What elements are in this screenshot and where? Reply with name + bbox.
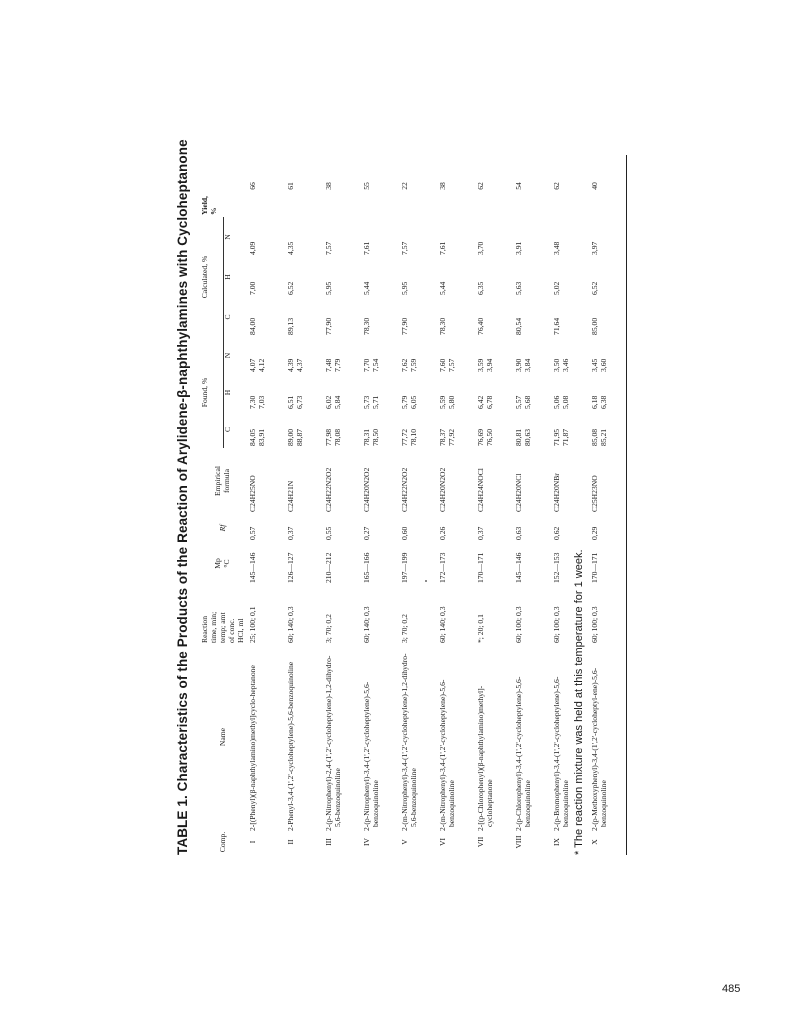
cell-found-h-value: 6,78 [484, 395, 494, 409]
cell-found-n-value: 7,62 [399, 358, 409, 372]
cell-mp: 170—171 [588, 542, 627, 585]
cell-reaction: 60; 100; 0,3 [513, 606, 523, 643]
cell-comp: IV [361, 838, 371, 847]
cell-found-h [474, 374, 512, 411]
cell-found-c-value: 85,08 [589, 428, 599, 446]
cell-found-c-value: 80,81 [513, 428, 523, 446]
table-row [588, 155, 627, 855]
cell-found-n-value: 7,57 [446, 358, 456, 372]
header-reaction-line: Reaction [200, 616, 209, 643]
cell-found-c-value: 76,69 [475, 428, 485, 446]
cell-calc-n: 3,70 [475, 241, 485, 255]
cell-name: 2-Phenyl-3,4-(1',2'-cycloheptylene)-5,6-benzoquinoline [285, 661, 295, 831]
cell-mp: 145—146 [247, 552, 257, 583]
cell-found-c-value: 71,87 [560, 428, 570, 446]
cell-name: 2-[(p-Chlorophenyl)(β-naphthylamino)methyl]-cycloheptanone [475, 685, 494, 831]
header-reaction-line: time, min; [208, 611, 218, 643]
cell-rf: 0,63 [513, 526, 523, 540]
cell-calc-c: 71,64 [551, 317, 561, 335]
cell-found-h-value: 6,18 [589, 395, 599, 409]
cell-found-n-value: 3,90 [513, 358, 523, 372]
cell-reaction: 60; 100; 0,3 [551, 606, 561, 643]
cell-found-n [360, 337, 398, 374]
cell-found-n-value: 7,59 [408, 358, 418, 372]
cell-found-c-value: 89,00 [285, 428, 295, 446]
header-rf-text: Rf [217, 524, 227, 532]
cell-formula: C24H20N2O2 [361, 467, 371, 512]
header-comp: Comp. [217, 831, 227, 853]
cell-found-n [588, 337, 627, 374]
cell-comp: I [247, 840, 257, 844]
scan-speck [425, 580, 427, 582]
cell-found-c [246, 411, 284, 448]
cell-calc-n: 4,09 [247, 241, 257, 255]
cell-found-n [436, 337, 474, 374]
cell-comp: VII [475, 836, 485, 848]
header-found-n: N [222, 352, 232, 359]
cell-found-n-value: 3,46 [560, 358, 570, 372]
table-row [246, 155, 284, 855]
cell-found-c-value: 78,50 [370, 428, 380, 446]
cell-formula: C25H23NO [588, 448, 627, 514]
cell-found-h-value: 5,57 [513, 395, 523, 409]
cell-found-n [474, 337, 512, 374]
cell-found-h-value: 6,02 [323, 395, 333, 409]
cell-found-c-value: 78,10 [408, 428, 418, 446]
cell-calc-n: 7,61 [437, 241, 447, 255]
cell-rf: 0,57 [247, 526, 257, 540]
cell-found-n-value: 3,59 [475, 358, 485, 372]
cell-found-c-value: 84,05 [247, 428, 257, 446]
cell-calc-h: 5,63 [513, 281, 523, 295]
cell-mp: 145—146 [513, 552, 523, 583]
cell-found-n-value: 4,39 [285, 358, 295, 372]
cell-found-n [398, 337, 436, 374]
cell-found-n-value: 3,50 [551, 358, 561, 372]
cell-calc-c: 76,40 [475, 317, 485, 335]
cell-name: 2-[(Phenyl)(β-naphthylamino)methyl]cyclo-heptanone [247, 665, 257, 831]
cell-found-h-value: 6,05 [408, 395, 418, 409]
cell-calc-h: 5,44 [361, 281, 371, 295]
cell-calc-c: 80,54 [513, 317, 523, 335]
header-yield-line: Yield, [200, 196, 209, 215]
cell-calc-h: 6,52 [588, 257, 627, 297]
cell-formula: C24H22N2O2 [323, 467, 333, 512]
cell-name: 2-(p-Methoxyphenyl)-3,4-(1',2'-cycloheptyl-ene)-5,6-benzoquinoline [588, 645, 627, 829]
cell-formula: C24H20NBr [551, 473, 561, 512]
cell-name: 2-(m-Nitrophenyl)-3,4-(1',2'-cycloheptylene)-5,6-benzoquinoline [437, 679, 456, 831]
cell-found-c-value: 78,31 [361, 428, 371, 446]
cell-calc-h: 7,00 [247, 281, 257, 295]
cell-found-h-value: 7,30 [247, 395, 257, 409]
cell-found-n-value: 7,60 [437, 358, 447, 372]
cell-name: 2-(p-Nitrophenyl)-3,4-(1',2'-cycloheptylene)-5,6-benzoquinoline [361, 681, 380, 831]
table-row [360, 155, 398, 855]
cell-yield: 38 [437, 182, 447, 190]
cell-found-h-value: 7,03 [256, 395, 266, 409]
cell-found-c [588, 411, 627, 448]
cell-calc-n: 3,48 [551, 241, 561, 255]
header-mp [201, 542, 246, 585]
cell-found-c [398, 411, 436, 448]
cell-found-h-value: 5,79 [399, 395, 409, 409]
cell-found-h-value: 5,59 [437, 395, 447, 409]
cell-found-c [512, 411, 550, 448]
cell-yield: 55 [361, 182, 371, 190]
cell-calc-c: 77,90 [399, 317, 409, 335]
header-reaction-line: temp; amt [217, 612, 227, 643]
cell-found-c-value: 77,72 [399, 428, 409, 446]
cell-calc-n: 4,35 [285, 241, 295, 255]
cell-calc-c: 84,00 [247, 317, 257, 335]
header-name: Name [217, 727, 227, 747]
cell-reaction: 60; 140; 0,3 [285, 606, 295, 643]
cell-found-h-value: 6,42 [475, 395, 485, 409]
cell-found-n-value: 3,94 [484, 358, 494, 372]
header-found-c: C [222, 426, 232, 433]
cell-calc-h: 5,44 [437, 281, 447, 295]
cell-found-n-value: 4,12 [256, 358, 266, 372]
header-calc-n: N [222, 234, 232, 240]
cell-comp: III [323, 838, 333, 846]
cell-rf: 0,26 [437, 526, 447, 540]
cell-found-c-value: 77,98 [323, 428, 333, 446]
cell-found-n-value: 3,45 [589, 358, 599, 372]
header-calc-c: C [222, 314, 232, 320]
cell-found-n-value: 7,48 [323, 358, 333, 372]
cell-reaction: 60; 100; 0,3 [588, 585, 627, 645]
cell-found-n [322, 337, 360, 374]
cell-found-c-value: 88,87 [294, 428, 304, 446]
cell-reaction: 25; 100; 0,1 [247, 606, 257, 643]
header-calculated: Calculated, % [201, 217, 223, 337]
header-reaction-line: HCl, ml [235, 618, 245, 643]
cell-name: 2-(p-Nitrophenyl)-2,4-(1',2'-cycloheptylene)-1,2-dihydro-5,6-benzoquinoline [323, 655, 342, 831]
cell-found-n [512, 337, 550, 374]
header-yield [201, 155, 246, 217]
cell-rf: 0,62 [551, 526, 561, 540]
cell-formula: C24H21N [285, 480, 295, 512]
cell-found-c-value: 77,92 [446, 428, 456, 446]
cell-found-h-value: 5,68 [522, 395, 532, 409]
cell-mp: 126—127 [285, 552, 295, 583]
cell-found-c-value: 76,50 [484, 428, 494, 446]
cell-found-c [284, 411, 322, 448]
cell-calc-h: 5,95 [323, 281, 333, 295]
cell-found-n-value: 3,60 [598, 358, 608, 372]
cell-reaction: 60; 140; 0,3 [361, 606, 371, 643]
header-mp-line: °C [222, 559, 232, 568]
page-number: 485 [722, 983, 741, 995]
cell-found-n [246, 337, 284, 374]
cell-found-h [588, 374, 627, 411]
table-row [398, 155, 436, 855]
cell-found-n-value: 3,84 [522, 358, 532, 372]
cell-formula: C24H22N2O2 [399, 467, 409, 512]
cell-found-c-value: 71,95 [551, 428, 561, 446]
cell-comp: X [588, 829, 627, 855]
cell-calc-c: 78,30 [361, 317, 371, 335]
cell-reaction: 3; 70; 0,2 [399, 614, 409, 643]
rotated-table-block [175, 139, 608, 855]
cell-found-c-value: 85,21 [598, 428, 608, 446]
cell-found-h [436, 374, 474, 411]
cell-found-c [360, 411, 398, 448]
table-footnote: * The reaction mixture was held at this temperature for 1 week. [573, 549, 585, 855]
header-formula [201, 448, 246, 514]
cell-mp: 165—166 [361, 552, 371, 583]
cell-calc-h: 6,52 [285, 281, 295, 295]
cell-rf: 0,37 [285, 526, 295, 540]
cell-found-h [360, 374, 398, 411]
cell-rf: 0,27 [361, 526, 371, 540]
cell-found-n-value: 7,70 [361, 358, 371, 372]
header-reaction [201, 585, 246, 645]
cell-found-h [246, 374, 284, 411]
cell-found-c-value: 80,63 [522, 428, 532, 446]
cell-found-h-value: 5,06 [551, 395, 561, 409]
cell-found-h-value: 6,51 [285, 395, 295, 409]
cell-calc-c: 77,90 [323, 317, 333, 335]
header-formula-line: formula [222, 468, 232, 494]
cell-found-h-value: 5,73 [361, 395, 371, 409]
table-caption: TABLE 1. Characteristics of the Products of the Reaction of Arylidene-β-naphthylamines with Cycloheptanone [175, 139, 190, 855]
cell-mp: 170—171 [475, 552, 485, 583]
cell-mp: 210—212 [323, 552, 333, 583]
cell-found-c-value: 83,91 [256, 428, 266, 446]
cell-rf: 0,29 [588, 514, 627, 542]
table-body [246, 155, 627, 855]
cell-found-h-value: 5,84 [332, 395, 342, 409]
cell-calc-n: 3,91 [513, 241, 523, 255]
cell-calc-c: 78,30 [437, 317, 447, 335]
cell-found-h-value: 5,71 [370, 395, 380, 409]
cell-name: 2-(p-Bromophenyl)-3,4-(1',2'-cycloheptylene)-5,6-benzoquinoline [551, 676, 570, 831]
header-calc-h: H [222, 274, 232, 280]
cell-found-h-value: 6,38 [598, 395, 608, 409]
header-formula-line: Empirical [213, 466, 223, 496]
cell-rf: 0,37 [475, 526, 485, 540]
cell-found-h-value: 6,73 [294, 395, 304, 409]
cell-yield: 62 [475, 182, 485, 190]
cell-found-c [322, 411, 360, 448]
cell-rf: 0,60 [399, 526, 409, 540]
header-mp-line: Mp [213, 558, 223, 569]
cell-yield: 66 [247, 182, 257, 190]
header-yield-line: % [208, 207, 218, 215]
cell-yield: 54 [513, 182, 523, 190]
cell-found-n [284, 337, 322, 374]
cell-formula: C24H20N2O2 [437, 467, 447, 512]
cell-calc-n: 7,57 [399, 241, 409, 255]
table-row [474, 155, 512, 855]
cell-comp: IX [551, 838, 561, 847]
header-found: Found, % [201, 337, 223, 448]
cell-name: 2-(m-Nitrophenyl)-3,4-(1',2'-cycloheptylene)-1,2-dihydro-5,6-benzoquinoline [399, 653, 418, 831]
cell-formula: C24H25NO [247, 475, 257, 512]
cell-comp: VIII [513, 835, 523, 849]
cell-found-n-value: 7,54 [370, 358, 380, 372]
cell-found-h-value: 5,80 [446, 395, 456, 409]
cell-found-n-value: 4,37 [294, 358, 304, 372]
cell-yield: 61 [285, 182, 295, 190]
cell-found-h [284, 374, 322, 411]
cell-mp: 172—173 [437, 552, 447, 583]
cell-reaction: 60; 140; 0,3 [437, 606, 447, 643]
cell-reaction: 3; 70; 0,2 [323, 614, 333, 643]
cell-calc-n: 7,57 [323, 241, 333, 255]
cell-found-h [512, 374, 550, 411]
cell-found-n-value: 7,79 [332, 358, 342, 372]
cell-found-c [474, 411, 512, 448]
cell-calc-h: 6,35 [475, 281, 485, 295]
cell-found-h [398, 374, 436, 411]
header-rf [201, 514, 246, 542]
cell-calc-h: 5,02 [551, 281, 561, 295]
cell-yield: 22 [399, 182, 409, 190]
cell-rf: 0,55 [323, 526, 333, 540]
cell-formula: C24H20NCl [513, 473, 523, 512]
cell-formula: C24H24NOCl [475, 468, 485, 512]
cell-yield: 62 [551, 182, 561, 190]
cell-mp: 197—199 [399, 552, 409, 583]
cell-yield: 38 [323, 182, 333, 190]
cell-found-n-value: 4,07 [247, 358, 257, 372]
cell-comp: VI [437, 838, 447, 847]
cell-found-h-value: 5,08 [560, 395, 570, 409]
cell-found-c-value: 78,08 [332, 428, 342, 446]
cell-found-c-value: 78,37 [437, 428, 447, 446]
cell-calc-h: 5,95 [399, 281, 409, 295]
cell-comp: II [285, 839, 295, 845]
table-row [512, 155, 550, 855]
cell-mp: 152—153 [551, 552, 561, 583]
data-table [201, 155, 627, 855]
cell-found-c [436, 411, 474, 448]
table-row [322, 155, 360, 855]
cell-name: 2-(p-Chlorophenyl)-3,4-(1',2'-cycloheptylene)-5,6-benzoquinoline [513, 676, 532, 831]
table-row [436, 155, 474, 855]
cell-yield: 40 [588, 155, 627, 217]
cell-calc-c: 89,13 [285, 317, 295, 335]
cell-calc-c: 85,00 [588, 297, 627, 337]
cell-found-h [322, 374, 360, 411]
cell-calc-n: 3,97 [588, 217, 627, 257]
cell-calc-n: 7,61 [361, 241, 371, 255]
header-reaction-line: of conc. [226, 618, 236, 643]
table-row [284, 155, 322, 855]
cell-reaction: *; 20; 0,1 [475, 614, 485, 643]
cell-comp: V [399, 839, 409, 845]
header-found-h: H [222, 389, 232, 396]
